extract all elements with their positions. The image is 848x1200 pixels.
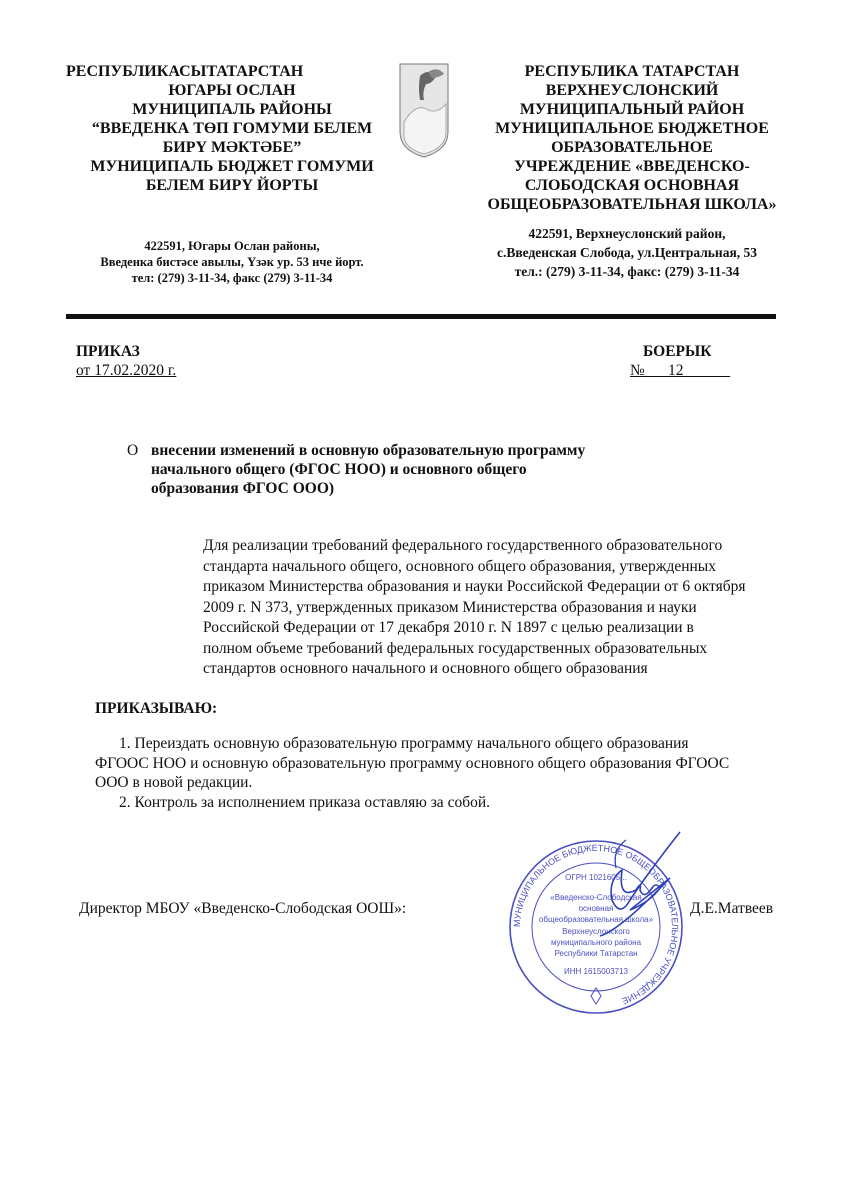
stamp-center-line: основная — [578, 904, 614, 913]
header-left — [62, 62, 402, 195]
preamble-line: стандарта начального общего, основного общего образования, утвержденных — [203, 557, 716, 575]
header-left-line: БИРҮ МӘКТӘБЕ” — [162, 139, 302, 156]
item-2-line: 2. Контроль за исполнением приказа оставляю за собой. — [119, 793, 491, 811]
preamble-line: полном объеме требований федеральных государственных образовательных — [203, 639, 708, 657]
header-left-line: БЕЛЕМ БИРҮ ЙОРТЫ — [145, 177, 319, 194]
header-right-line: РЕСПУБЛИКА ТАТАРСТАН — [524, 63, 740, 80]
subject — [151, 441, 585, 498]
preamble-line: Для реализации требований федерального государственного образовательного — [203, 537, 723, 554]
stamp-outer-text: МУНИЦИПАЛЬНОЕ БЮДЖЕТНОЕ ОБЩЕОБРАЗОВАТЕЛЬНОЕ УЧРЕЖДЕНИЕ — [511, 842, 681, 1007]
header-right-line: ОБРАЗОВАТЕЛЬНОЕ — [551, 139, 713, 156]
subject-line: начального общего (ФГОС НОО) и основного общего — [151, 461, 527, 478]
header-divider — [66, 314, 776, 319]
address-line: 422591, Югары Ослан районы, — [144, 239, 320, 253]
header-left-line: МУНИЦИПАЛЬ БЮДЖЕТ ГОМУМИ — [90, 158, 374, 175]
stamp-center-line: общеобразовательная школа» — [538, 915, 654, 924]
subject-prefix: О — [127, 442, 139, 459]
stamp-center-line: Республики Татарстан — [554, 949, 638, 958]
signature-position: Директор МБОУ «Введенско-Слободская ООШ»: — [79, 900, 407, 917]
signature-name: Д.Е.Матвеев — [690, 900, 774, 917]
address-line: с.Введенская Слобода, ул.Центральная, 53 — [496, 245, 757, 260]
header-right-line: СЛОБОДСКАЯ ОСНОВНАЯ — [524, 177, 740, 194]
command-heading: ПРИКАЗЫВАЮ: — [95, 700, 218, 717]
header-right-line: ВЕРХНЕУСЛОНСКИЙ — [545, 82, 719, 99]
stamp-center-line: Верхнеуслонского — [562, 927, 630, 936]
header-left-address — [62, 238, 402, 286]
preamble-line: стандартов основного начального и основного общего образования — [203, 660, 648, 677]
address-line: тел: (279) 3-11-34, факс (279) 3-11-34 — [131, 271, 333, 285]
header-left-line: “ВВЕДЕНКА ТӨП ГОМУМИ БЕЛЕМ — [91, 120, 373, 137]
item-1-line: 1. Переиздать основную образовательную программу начального общего образования — [119, 735, 689, 752]
header-right-address — [452, 224, 802, 281]
order-items — [95, 734, 729, 812]
preamble-line: приказом Министерства образования и науки Российской Федерации от 6 октября — [203, 578, 746, 595]
address-line: Введенка бистәсе авылы, Үзәк ур. 53 нче йорт. — [100, 255, 364, 269]
subject-line: внесении изменений в основную образовательную программу — [151, 442, 586, 459]
subject-line: образования ФГОС ООО) — [151, 480, 335, 497]
header-left-line: МУНИЦИПАЛЬ РАЙОНЫ — [132, 101, 332, 118]
address-line: тел.: (279) 3-11-34, факс: (279) 3-11-34 — [514, 264, 740, 279]
stamp-center-line: «Введенско-Слободская — [550, 893, 642, 902]
header-right-line: ОБЩЕОБРАЗОВАТЕЛЬНАЯ ШКОЛА» — [487, 196, 777, 213]
order-title-tt: БОЕРЫК — [643, 343, 712, 360]
header-right-line: МУНИЦИПАЛЬНЫЙ РАЙОН — [519, 101, 745, 118]
order-title-ru: ПРИКАЗ — [76, 343, 140, 360]
header-right-line: УЧРЕЖДЕНИЕ «ВВЕДЕНСКО- — [514, 158, 750, 175]
header-left-line: ЮГАРЫ ОСЛАН — [168, 82, 296, 99]
header-right — [462, 62, 802, 214]
stamp-ogrn: ОГРН 1021605... — [565, 873, 627, 882]
header-right-line: МУНИЦИПАЛЬНОЕ БЮДЖЕТНОЕ — [495, 120, 769, 137]
address-line: 422591, Верхнеуслонский район, — [528, 226, 726, 241]
handwritten-signature — [560, 830, 690, 940]
order-number: №___12______ — [630, 362, 731, 379]
coat-of-arms-emblem — [398, 62, 450, 158]
preamble — [203, 536, 746, 680]
order-date: от 17.02.2020 г. — [76, 362, 177, 379]
item-1-line: ООО в новой редакции. — [95, 774, 253, 791]
preamble-line: 2009 г. N 373, утвержденных приказом Министерства образования и науки — [203, 598, 697, 616]
stamp-center-line: муниципального района — [550, 938, 642, 947]
item-1-line: ФГООС НОО и основную образовательную программу основного общего образования ФГООС — [95, 754, 730, 772]
stamp-inn: ИНН 1615003713 — [563, 967, 629, 976]
header-left-line: РЕСПУБЛИКАСЫТАТАРСТАН — [66, 63, 304, 80]
preamble-line: Российской Федерации от 17 декабря 2010 г. N 1897 с целью реализации в — [203, 619, 694, 636]
